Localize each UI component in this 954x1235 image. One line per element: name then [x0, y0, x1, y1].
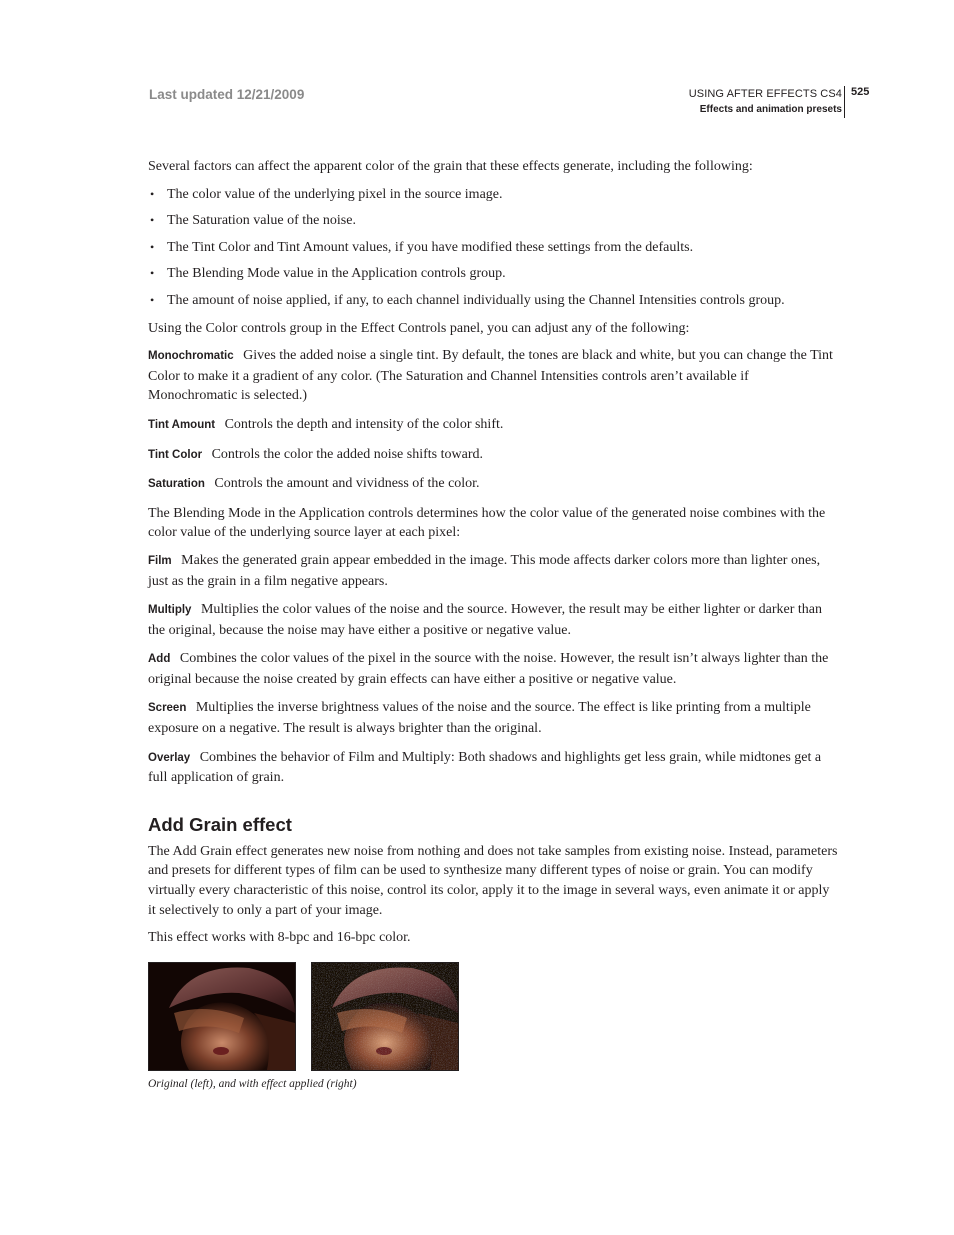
add-grain-paragraph: The Add Grain effect generates new noise from nothing and does not take samples from existing noise. Instead, parameters and presets for different types of film can be used to synthesize many different types of noise or grain. You can modify virtually every characteristic of this noise, control its color, apply it to the image in several ways, even animate it or apply it selectively to only a part of your image.: [148, 843, 838, 918]
definition-multiply: Multiply Multiplies the color values of the noise and the source. However, the result may be either lighter or darker than the original, because the noise may have either a positive or negative value.: [148, 602, 823, 638]
book-title: USING AFTER EFFECTS CS4: [688, 88, 842, 100]
definition-monochromatic: Monochromatic Gives the added noise a single tint. By default, the tones are black and white, but you can change the Tint Color to make it a gradient of any color. (The Saturation and Channel Intensities controls aren’t available if Monochromatic is selected.): [148, 348, 833, 404]
header-updated: Last updated 12/21/2009: [149, 87, 305, 102]
section-heading: Add Grain effect: [148, 813, 292, 835]
blending-intro: The Blending Mode in the Application controls determines how the color value of the generated noise combines with the color value of the underlying source layer at each pixel:: [148, 505, 826, 541]
grain-applied-image: [311, 962, 459, 1071]
page-body: [148, 157, 840, 1094]
comparison-figure: [148, 962, 840, 1071]
color-controls-intro: Using the Color controls group in the Effect Controls panel, you can adjust any of the following:: [148, 320, 690, 336]
list-item: • The amount of noise applied, if any, to each channel individually using the Channel Intensities controls group.: [150, 292, 785, 308]
definition-tint-color: Tint Color Controls the color the added noise shifts toward.: [148, 446, 483, 462]
bit-depth-note: This effect works with 8-bpc and 16-bpc color.: [148, 930, 411, 946]
portrait-photo-original: [149, 963, 295, 1070]
definition-film: Film Makes the generated grain appear embedded in the image. This mode affects darker colors more than lighter ones, just as the grain in a film negative appears.: [148, 552, 821, 589]
page-number: 525: [851, 86, 870, 98]
definition-screen: Screen Multiplies the inverse brightness values of the noise and the source. The effect is like printing from a multiple exposure on a negative. The result is always brighter than the original.: [148, 700, 811, 737]
list-item: • The color value of the underlying pixel in the source image.: [150, 186, 503, 202]
definition-overlay: Overlay Combines the behavior of Film and Multiply: Both shadows and highlights get less grain, while midtones get a full application of grain.: [148, 749, 822, 786]
original-image: [148, 962, 296, 1071]
list-item: • The Saturation value of the noise.: [150, 213, 356, 229]
factor-list: [148, 185, 840, 311]
intro-paragraph: Several factors can affect the apparent color of the grain that these effects generate, including the following:: [148, 159, 753, 174]
running-header: [689, 87, 842, 117]
definition-saturation: Saturation Controls the amount and vividness of the color.: [148, 476, 480, 492]
definition-tint-amount: Tint Amount Controls the depth and intensity of the color shift.: [148, 416, 504, 432]
list-item: • The Blending Mode value in the Application controls group.: [150, 266, 506, 282]
definition-add: Add Combines the color values of the pixel in the source with the noise. However, the result isn’t always lighter than the original because the noise created by grain effects can have either a positive or negative value.: [148, 651, 829, 687]
figure-caption: Original (left), and with effect applied (right): [148, 1077, 357, 1090]
portrait-photo-grain: [312, 963, 458, 1070]
list-item: • The Tint Color and Tint Amount values, if you have modified these settings from the defaults.: [150, 239, 694, 255]
section-title: Effects and animation presets: [699, 104, 842, 115]
header-divider: [844, 86, 845, 118]
